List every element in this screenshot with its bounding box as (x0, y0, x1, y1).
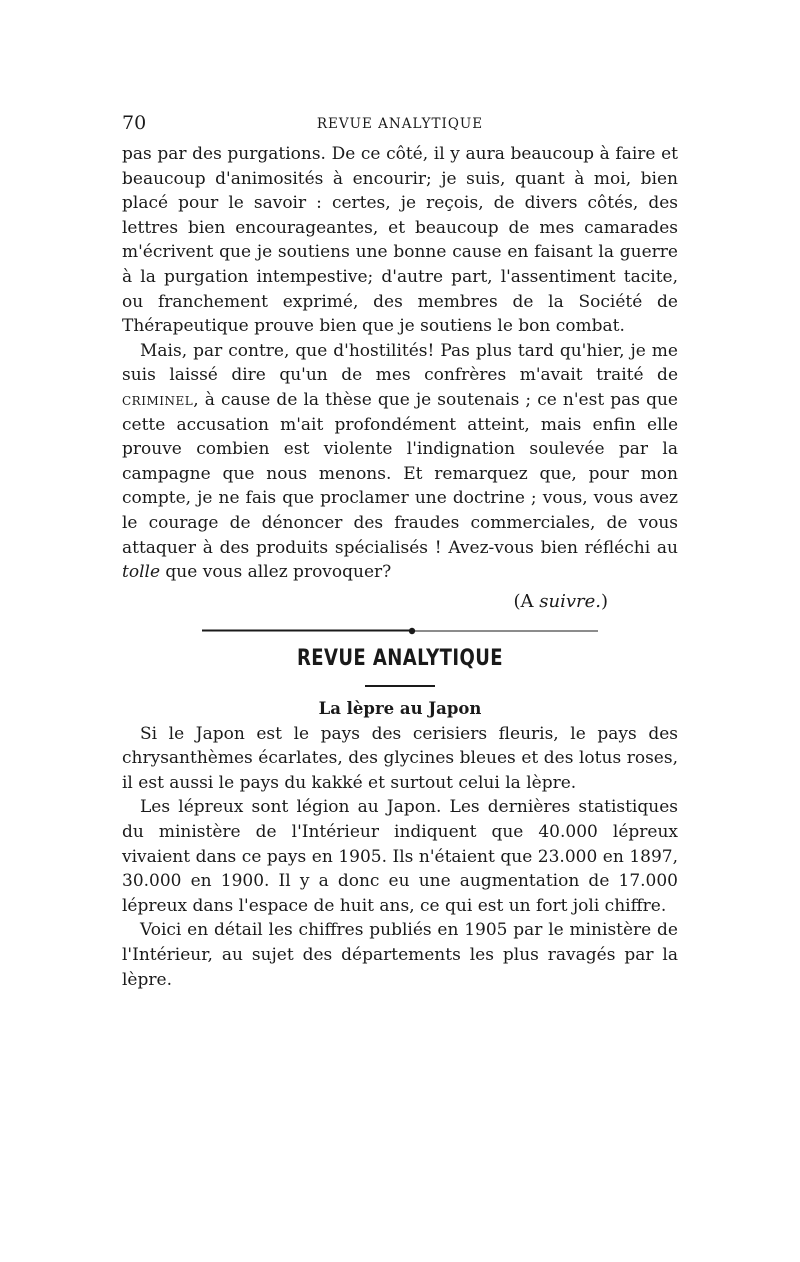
paragraph: Les lépreux sont légion au Japon. Les dernières statistiques du ministère de l'Intérieur indiquent que 40.000 lépreux vivaient dans ce pays en 1905. Ils n'étaient que 23.000 en 1897, 30.000 en 1900. Il y a donc eu une augmentation de 17.000 lépreux dans l'espace de huit ans, ce qui est un fort joli chiffre. (122, 797, 678, 916)
paragraph: pas par des purgations. De ce côté, il y aura beaucoup à faire et beaucoup d'animosités à encourir; je suis, quant à moi, bien placé pour le savoir : certes, je reçois, de divers côtés, des lettres bien encourageantes, et beaucoup de mes camarades m'écrivent que je soutiens une bonne cause en faisant la guerre à la purgation intempestive; d'autre part, l'assentiment tacite, ou franchement exprimé, des membres de la Société de Thérapeutique prouve bien que je soutiens le bon combat. (122, 144, 678, 337)
text-run: que vous allez provoquer? (160, 562, 392, 583)
subheading: La lèpre au Japon (318, 698, 482, 718)
document-page (122, 112, 678, 992)
text-run: Mais, par contre, que d'hostilités! Pas plus tard qu'hier, je me suis laissé dire qu'un de mes confrères m'avait traité de (122, 340, 678, 386)
running-header (122, 112, 678, 142)
text-run-small-caps: criminel (122, 389, 194, 410)
signoff-close: ) (600, 590, 608, 612)
divider-dot (409, 627, 415, 633)
ornamental-divider (202, 626, 598, 636)
running-title: REVUE ANALYTIQUE (316, 116, 484, 132)
paragraph: Si le Japon est le pays des cerisiers fleuris, le pays des chrysanthèmes écarlates, des glycines bleues et des lotus roses, il est aussi le pays du kakké et surtout celui la lèpre. (122, 723, 678, 793)
text-run: , à cause de la thèse que je soutenais ; ce n'est pas que cette accusation m'ait profondément atteint, mais enfin elle prouve combien est violente l'indignation soulevée par la campagne que nous menons. Et remarquez que, pour mon compte, je ne fais que proclamer une doctrine ; vous, vous avez le courage de dénoncer des fraudes commerciales, de vous attaquer à des produits spécialisés ! Avez-vous bien réfléchi au (122, 389, 678, 558)
to-be-continued-note (122, 591, 608, 612)
page-number: 70 (122, 112, 147, 134)
text-run-italic: tolle (122, 562, 161, 583)
paragraph: Voici en détail les chiffres publiés en 1905 par le ministère de l'Intérieur, au sujet des départements les plus ravagés par la lèpre. (122, 920, 678, 990)
signoff-open: (A (513, 590, 540, 612)
section-title: REVUE ANALYTIQUE (296, 645, 504, 671)
signoff-italic: suivre. (539, 590, 601, 612)
paragraph (122, 339, 678, 585)
title-rule (365, 685, 435, 687)
